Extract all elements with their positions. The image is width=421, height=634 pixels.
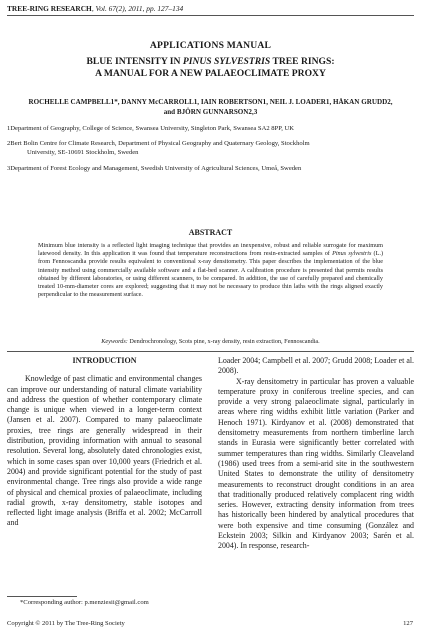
title-line2: A MANUAL FOR A NEW PALAEOCLIMATE PROXY — [95, 68, 326, 79]
left-column — [7, 356, 202, 529]
title-line1-post: TREE RINGS: — [270, 56, 335, 67]
affiliation-1-text: 1Department of Geography, College of Science, Swansea University, Singleton Park, Swansea SA2 8PP, UK — [7, 125, 295, 132]
journal-name: TREE-RING RESEARCH — [7, 4, 92, 13]
affiliation-1 — [7, 124, 414, 133]
article-title — [20, 56, 401, 80]
title-line1-pre: BLUE INTENSITY IN — [86, 56, 183, 67]
abstract-body — [38, 242, 383, 299]
corresponding-author-footnote: *Corresponding author: p.menziesii@gmail.com — [20, 599, 149, 606]
introduction-heading: INTRODUCTION — [72, 356, 137, 365]
title-line1-italic: PINUS SYLVESTRIS — [182, 56, 271, 67]
right-column — [218, 356, 414, 552]
abstract-heading: ABSTRACT — [188, 228, 233, 237]
affiliations — [7, 124, 414, 179]
keywords — [0, 338, 421, 345]
journal-details: , Vol. 67(2), 2011, pp. 127–134 — [91, 4, 184, 13]
authors-line1: ROCHELLE CAMPBELL1*, DANNY McCARROLL1, IAIN ROBERTSON1, NEIL J. LOADER1, HÅKAN GRUDD2, — [28, 98, 393, 106]
abstract-part1: Minimum blue intensity is a reflected light imaging technique that provides an inexpensive, robust and reliable surrogate for maximum latewood density. In this application it was found that temperature reconstructions from resin-extracted samples of — [38, 242, 383, 258]
author-list — [8, 97, 413, 117]
abstract-rule — [7, 351, 414, 352]
affiliation-2 — [7, 139, 414, 157]
abstract-part2: (L.) from Fennoscandia provide results equivalent to conventional x-ray densitometry. This paper describes the implementation of the blue intensity method using commercially available software and a flat-bed scanner. A calibration procedure is presented that permits results obtained by different laboratories, or using different scanners, to be compared. In addition, the use of carefully prepared and chemically treated 10-mm-diameter cores are explored; suggesting that it may not be necessary to produce thin laths with the rings aligned exactly perpendicular to the measurement surface. — [38, 250, 384, 299]
affiliation-3 — [7, 164, 414, 173]
header-rule — [7, 15, 414, 16]
authors-line2: and BJÖRN GUNNARSON2,3 — [163, 108, 258, 116]
keywords-label: Keywords: — [101, 338, 128, 345]
affiliation-2-cont: University, SE-10691 Stockholm, Sweden — [27, 149, 139, 157]
affiliation-2-text: 2Bert Bolin Centre for Climate Research, Department of Physical Geography and Quaternary Geology, Stockholm — [7, 140, 310, 148]
intro-paragraph-1: Knowledge of past climatic and environmental changes can improve our understanding of natural climate variability and address the question of whether contemporary climate change is unique when viewed in a longer-term context (Jansen et al. 2007). Compared to many palaeoclimate proxies, tree rings are generally widespread in their distribution, providing information with annual to seasonal resolution. Several long, absolutely dated chronologies exist, which in some cases span over 10,000 years (Friedrich et al. 2004) and provide significant potential for the study of past environmental change. Tree rings also provide a wide range of physical and chemical proxies of palaeoclimate, including radial growth, x-ray densitometry, stable isotopes and reflected light image analysis (Briffa et al. 2002; McCarroll and — [7, 374, 202, 528]
section-label: APPLICATIONS MANUAL — [149, 40, 272, 51]
intro-paragraph-1-cont: Loader 2004; Campbell et al. 2007; Grudd 2008; Loader et al. 2008). — [218, 356, 414, 376]
intro-paragraph-2: X-ray densitometry in particular has proven a valuable temperature proxy in coniferous treeline species, and can provide a very strong palaeoclimate signal, particularly in areas where ring widths exhibit little variation (Parker and Henoch 1971). Kirdyanov et al. (2008) demonstrated that densitometry measurements from northern timberline larch stands in Eurasia were significantly better correlated with summer temperatures than ring widths. Similarly Cleaveland (1986) used trees from a semi-arid site in the southwestern United States to demonstrate the utility of densitometry measurements to reconstruct drought conditions in an area that traditionally produced relatively complacent ring width series. However, extracting density information from trees has historically been hindered by analytical procedures that were both expensive and time consuming (González and Eckstein 2003; Silkin and Kirdyanov 2003; Sarén et al. 2004). In response, research- — [218, 376, 414, 551]
affiliation-3-text: 3Department of Forest Ecology and Management, Swedish University of Agricultural Sciences, Umeå, Sweden — [7, 164, 302, 172]
copyright: Copyright © 2011 by The Tree-Ring Society — [7, 620, 125, 627]
journal-header — [7, 4, 183, 13]
abstract-italic: Pinus sylvestris — [332, 250, 372, 258]
keywords-text: Dendrochronology, Scots pine, x-ray density, resin extraction, Fennoscandia. — [127, 338, 320, 345]
page-number: 127 — [403, 620, 413, 627]
footnote-rule — [7, 596, 77, 597]
